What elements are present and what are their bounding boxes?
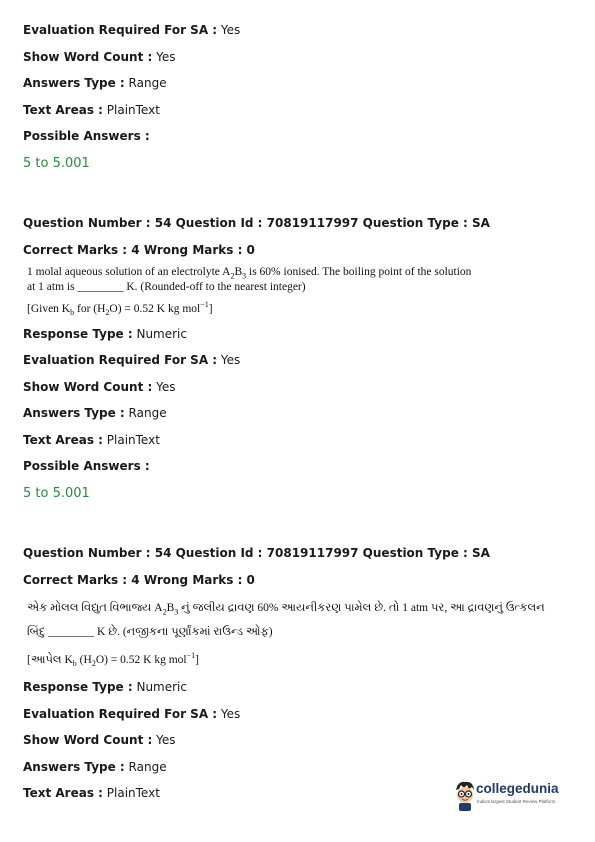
response-type-row: Response Type : Numeric [23,327,187,341]
logo-tagline: India's largest Student Review Platform [477,799,556,804]
possible-answer-value: 5 to 5.001 [23,156,90,171]
text-areas-row: Text Areas : PlainText [23,786,160,800]
question-text-line-1: એક મોલલ વિદ્યુત વિભાજ્ય $A_2B_3$ નું જલીય દ્રાવણ 60% આયનીકરણ પામેલ છે. તો 1 atm પર, આ દ્રાવણનું ઉત્કલન [27,602,545,617]
evaluation-required-row: Evaluation Required For SA : Yes [23,23,241,37]
question-text-line-3: [આપેલ $K_b$ $(H_2O) = 0.52$ K kg mol$^{-1}$] [27,651,199,669]
evaluation-required-row: Evaluation Required For SA : Yes [23,707,241,721]
question-text-line-2: at 1 atm is ________ K. (Rounded-off to the nearest integer) [27,281,306,293]
question-text-line-2: બિંદુ ________ K છે. (નજીકના પૂર્ણાંકમાં રાઉન્ડ ઓફ) [27,626,273,638]
question-marks: Correct Marks : 4 Wrong Marks : 0 [23,243,255,257]
question-header: Question Number : 54 Question Id : 70819117997 Question Type : SA [23,546,490,560]
mascot-icon [452,778,478,812]
logo-wordmark: collegedunia [476,781,559,796]
question-text-line-3: [Given $K_b$ for $(H_2O) = 0.52$ K kg mol$^{-1}$] [27,300,213,318]
answers-type-row: Answers Type : Range [23,406,167,420]
answers-type-row: Answers Type : Range [23,76,167,90]
answers-type-row: Answers Type : Range [23,760,167,774]
text-areas-row: Text Areas : PlainText [23,433,160,447]
possible-answer-value: 5 to 5.001 [23,486,90,501]
question-marks: Correct Marks : 4 Wrong Marks : 0 [23,573,255,587]
possible-answers-label: Possible Answers : [23,459,150,473]
show-word-count-row: Show Word Count : Yes [23,50,176,64]
response-type-row: Response Type : Numeric [23,680,187,694]
possible-answers-label: Possible Answers : [23,129,150,143]
show-word-count-row: Show Word Count : Yes [23,380,176,394]
show-word-count-row: Show Word Count : Yes [23,733,176,747]
text-areas-row: Text Areas : PlainText [23,103,160,117]
question-text-line-1: 1 molal aqueous solution of an electrolyte $A_2B_3$ is 60% ionised. The boiling point of the solution [27,266,472,281]
question-header: Question Number : 54 Question Id : 70819117997 Question Type : SA [23,216,490,230]
evaluation-required-row: Evaluation Required For SA : Yes [23,353,241,367]
